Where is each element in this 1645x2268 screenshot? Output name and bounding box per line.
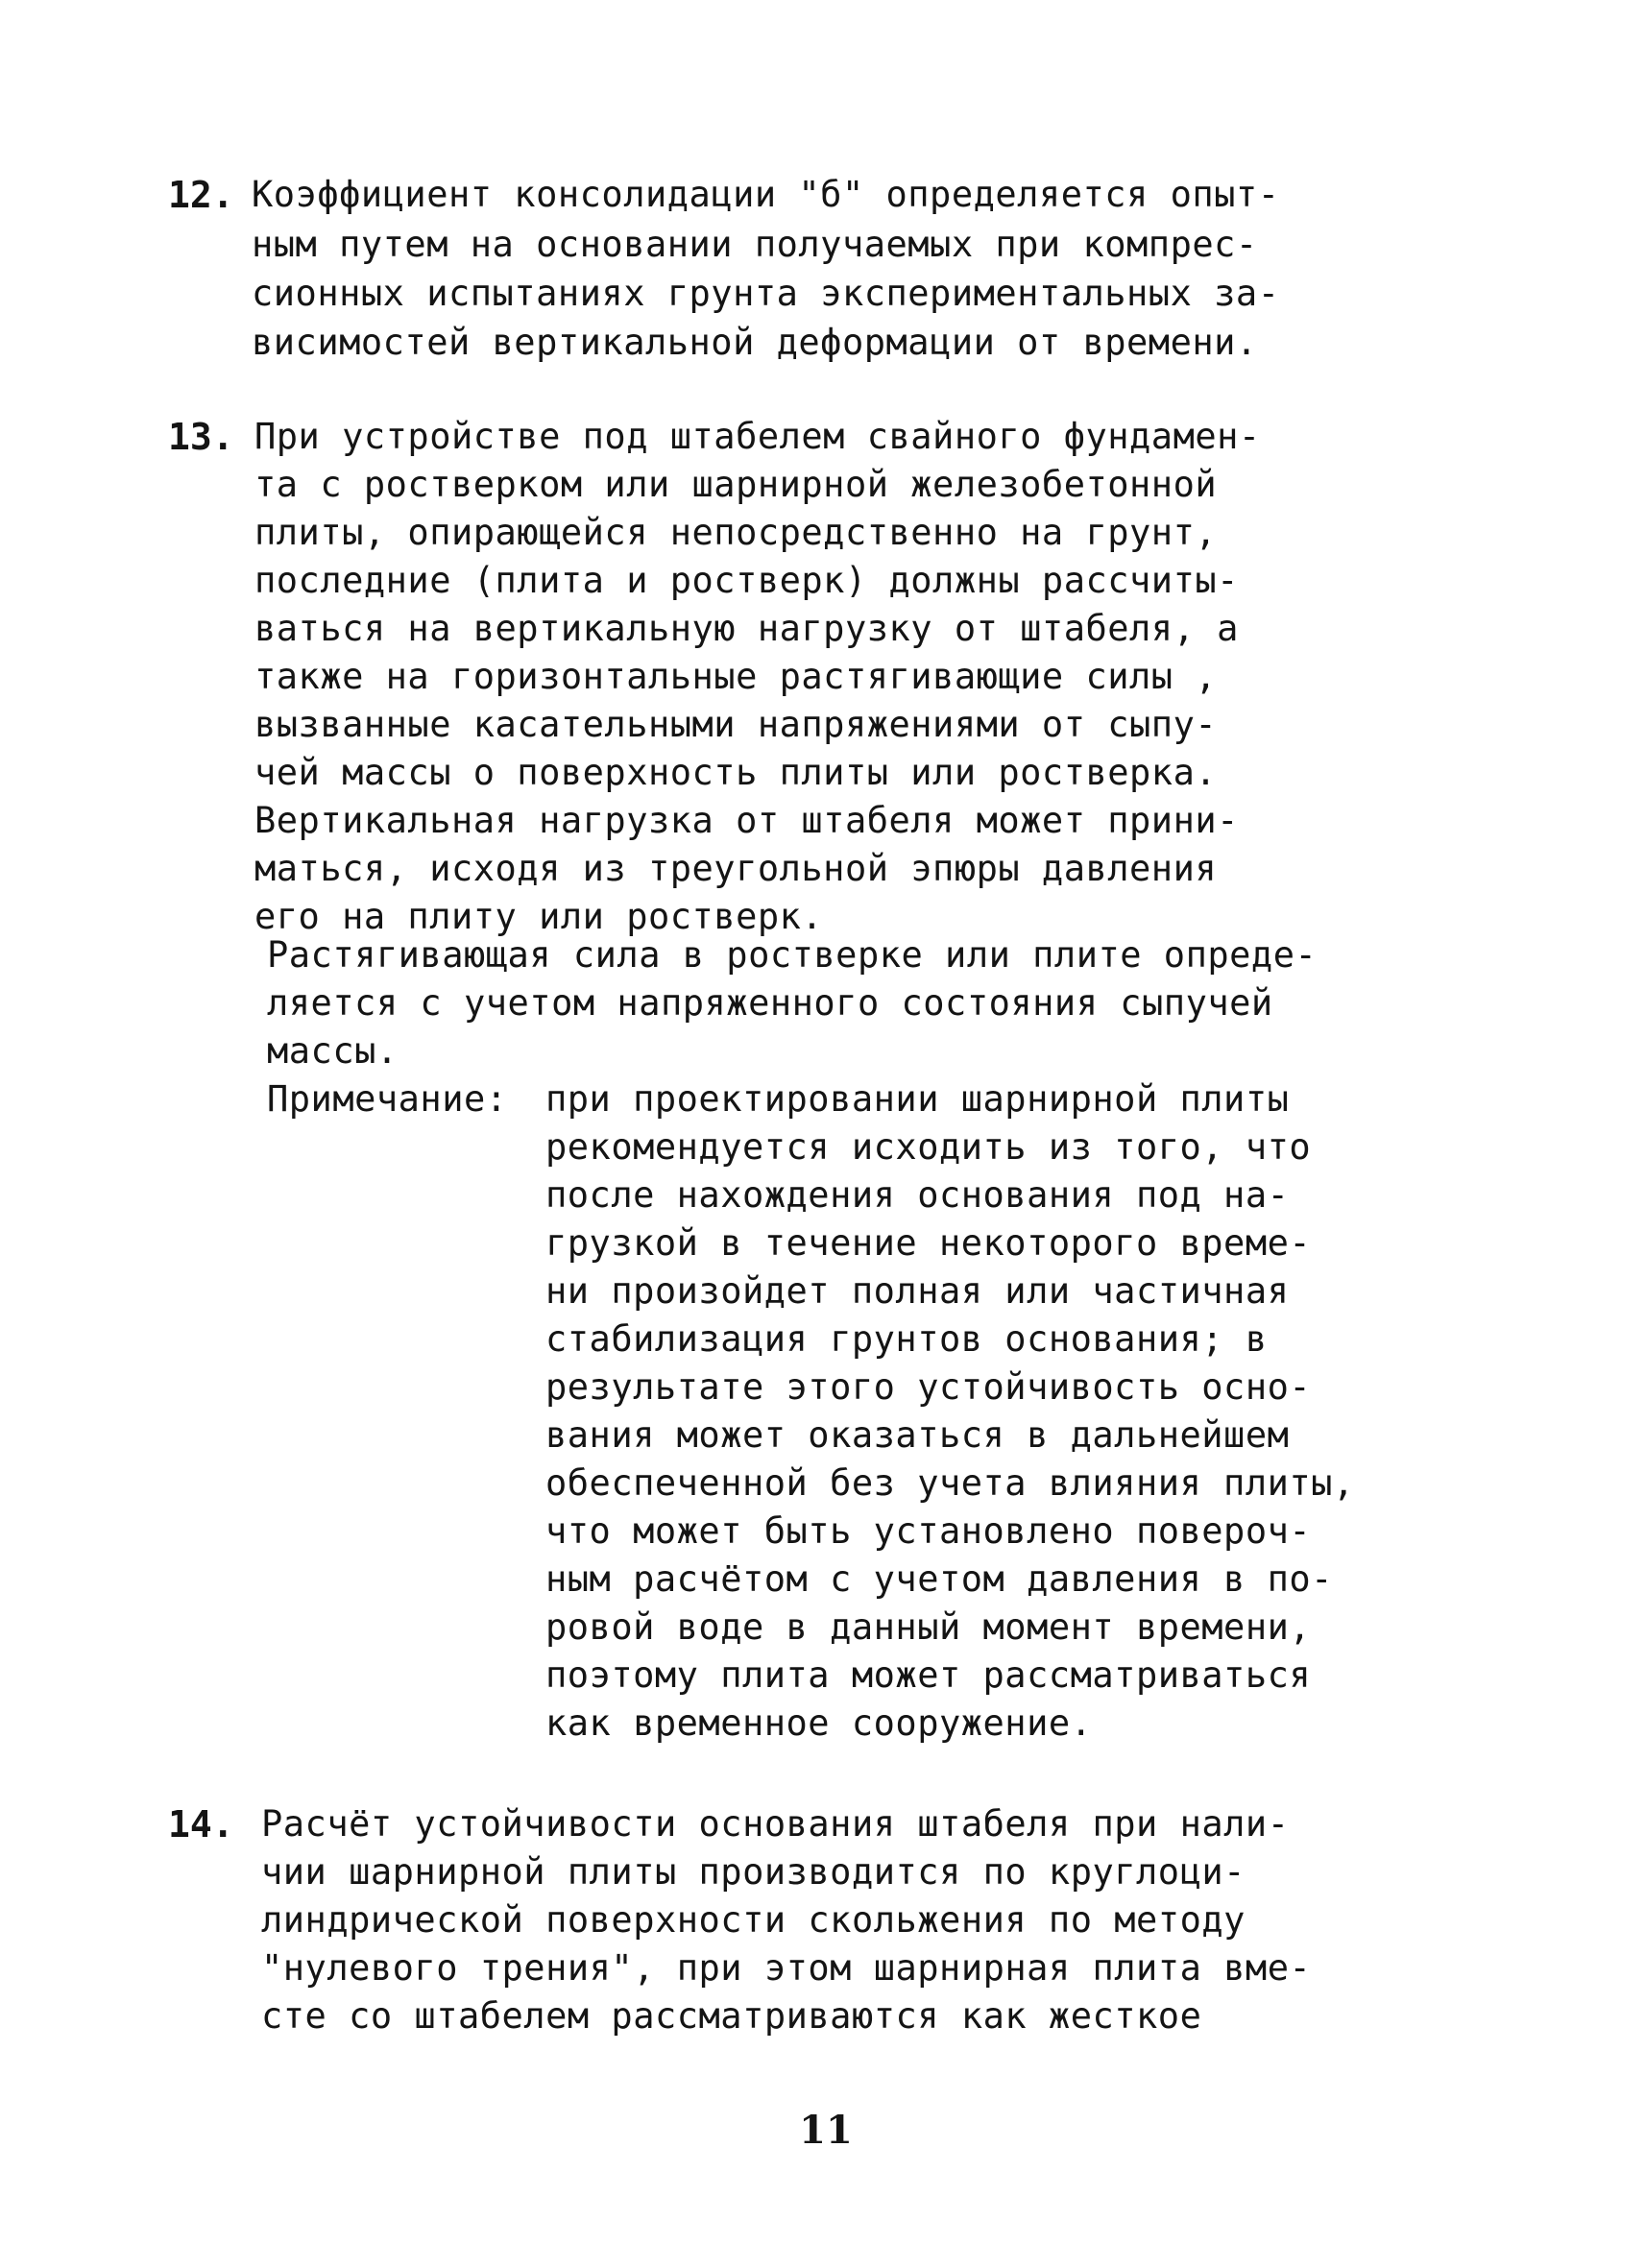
paragraph-line: маться, исходя из треугольной эпюры давления <box>254 848 1218 889</box>
note-line: поэтому плита может рассматриваться <box>545 1654 1312 1696</box>
paragraph-line: сте со штабелем рассматриваются как жесткое <box>261 1995 1202 2037</box>
note-line: при проектировании шарнирной плиты <box>545 1078 1290 1120</box>
paragraph-line: его на плиту или ростверк. <box>254 896 824 937</box>
note-line: обеспеченной без учета влияния плиты, <box>545 1462 1355 1504</box>
paragraph-line: та с ростверком или шарнирной железобетонной <box>254 464 1218 505</box>
paragraph-line: сионных испытаниях грунта экспериментальных за- <box>252 273 1280 314</box>
paragraph-line: "нулевого трения", при этом шарнирная плита вме- <box>261 1947 1312 1989</box>
paragraph-line: вызванные касательными напряжениями от сыпу- <box>254 704 1218 745</box>
note-line: стабилизация грунтов основания; в <box>545 1318 1268 1360</box>
page-number: 11 <box>799 2108 853 2153</box>
paragraph-line: ляется с учетом напряженного состояния сыпучей <box>267 982 1273 1024</box>
note-line: что может быть установлено повероч- <box>545 1510 1312 1552</box>
note-line: вания может оказаться в дальнейшем <box>545 1414 1290 1456</box>
paragraph-line: Коэффициент консолидации "б" определяется опыт- <box>252 174 1280 215</box>
note-line: результате этого устойчивость осно- <box>545 1366 1312 1408</box>
paragraph-line: Расчёт устойчивости основания штабеля при нали- <box>261 1803 1290 1845</box>
paragraph-line: ным путем на основании получаемых при компрес- <box>252 224 1258 265</box>
paragraph-line: чии шарнирной плиты производится по круглоци- <box>261 1851 1246 1893</box>
paragraph-line: массы. <box>267 1030 399 1072</box>
paragraph-line: висимостей вертикальной деформации от времени. <box>252 322 1258 363</box>
paragraph-line: также на горизонтальные растягивающие силы , <box>254 656 1218 697</box>
paragraph-line: ваться на вертикальную нагрузку от штабеля, а <box>254 608 1239 649</box>
paragraph-line: При устройстве под штабелем свайного фундамен- <box>254 416 1261 457</box>
note-line: ным расчётом с учетом давления в по- <box>545 1558 1333 1600</box>
note-line: ни произойдет полная или частичная <box>545 1270 1290 1312</box>
note-line: ровой воде в данный момент времени, <box>545 1606 1312 1648</box>
paragraph-line: линдрической поверхности скольжения по методу <box>261 1899 1246 1941</box>
paragraph-line: плиты, опирающейся непосредственно на грунт, <box>254 512 1218 553</box>
paragraph-number: 13. <box>168 416 234 458</box>
note-line: рекомендуется исходить из того, что <box>545 1126 1312 1168</box>
paragraph-number: 14. <box>168 1803 234 1846</box>
paragraph-line: Вертикальная нагрузка от штабеля может прини- <box>254 800 1239 841</box>
note-line: после нахождения основания под на- <box>545 1174 1290 1216</box>
paragraph-line: последние (плита и ростверк) должны рассчиты- <box>254 560 1239 601</box>
paragraph-line: Растягивающая сила в ростверке или плите опреде- <box>267 934 1318 976</box>
note-label: Примечание: <box>267 1078 508 1120</box>
paragraph-line: чей массы о поверхность плиты или ростверка. <box>254 752 1218 793</box>
paragraph-number: 12. <box>168 174 234 216</box>
note-line: как временное сооружение. <box>545 1702 1093 1744</box>
note-line: грузкой в течение некоторого време- <box>545 1222 1312 1264</box>
